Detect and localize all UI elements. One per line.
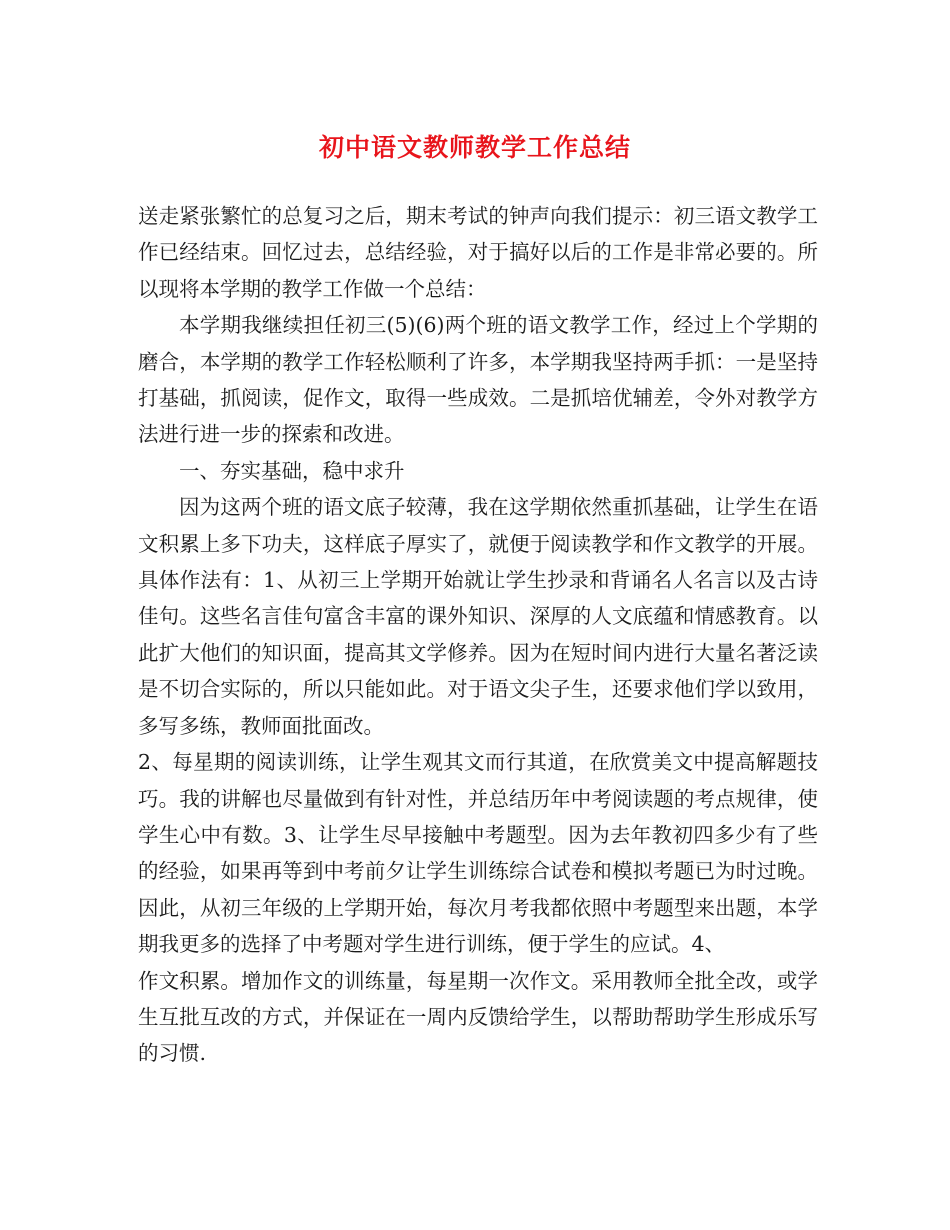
section-heading: 一、夯实基础，稳中求升	[179, 458, 405, 483]
paragraph-reading-training: 2、每星期的阅读训练，让学生观其文而行其道，在欣赏美文中提高解题技巧。我的讲解也尽量做到有针对性，并总结历年中考阅读题的考点规律，使学生心中有数。3、让学生尽早接触中考题型。因为去年教初四多少有了些的经验，如果再等到中考前夕让学生训练综合试卷和模拟考题已为时过晚。因此，从初三年级的上学期开始，每次月考我都依照中考题型来出题，本学期我更多的选择了中考题对学生进行训练，便于学生的应试。4、	[138, 750, 818, 957]
document-title: 初中语文教师教学工作总结	[318, 133, 631, 162]
paragraph-overview: 本学期我继续担任初三(5)(6)两个班的语文教学工作，经过上个学期的磨合，本学期的教学工作轻松顺利了许多，本学期我坚持两手抓：一是坚持打基础，抓阅读，促作文，取得一些成效。二是抓培优辅差，令外对教学方法进行进一步的探索和改进。	[138, 313, 818, 447]
document-body	[138, 198, 818, 1072]
paragraph-intro: 送走紧张繁忙的总复习之后，期末考试的钟声向我们提示：初三语文教学工作已经结束。回忆过去，总结经验，对于搞好以后的工作是非常必要的。所以现将本学期的教学工作做一个总结：	[138, 204, 818, 301]
paragraph-foundation: 因为这两个班的语文底子较薄，我在这学期依然重抓基础，让学生在语文积累上多下功夫，这样底子厚实了，就便于阅读教学和作文教学的开展。具体作法有：1、从初三上学期开始就让学生抄录和背诵名人名言以及古诗佳句。这些名言佳句富含丰富的课外知识、深厚的人文底蕴和情感教育。以此扩大他们的知识面，提高其文学修养。因为在短时间内进行大量名著泛读是不切合实际的，所以只能如此。对于语文尖子生，还要求他们学以致用，多写多练，教师面批面改。	[138, 495, 818, 738]
paragraph-composition: 作文积累。增加作文的训练量，每星期一次作文。采用教师全批全改，或学生互批互改的方式，并保证在一周内反馈给学生，以帮助帮助学生形成乐写的习惯.	[138, 968, 818, 1066]
